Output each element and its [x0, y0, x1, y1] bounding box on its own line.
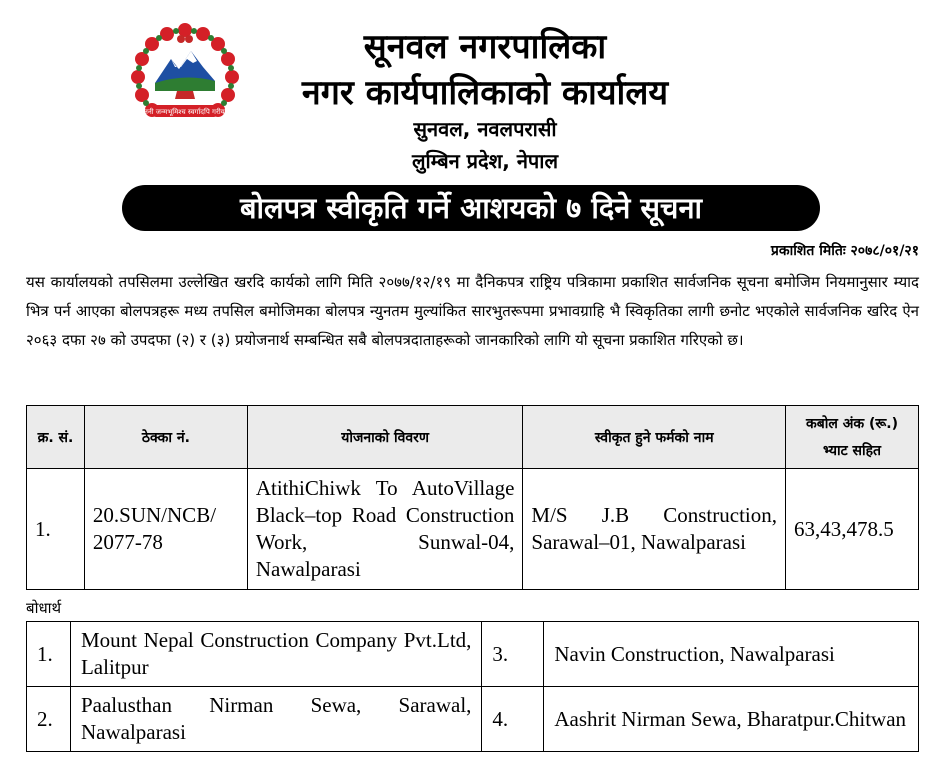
- table-row: [27, 622, 919, 687]
- bodharth-table: [26, 621, 919, 752]
- bodharth-sn: 3.: [482, 622, 544, 687]
- col-header-firm: स्वीकृत हुने फर्मको नाम: [523, 406, 786, 469]
- amount-header-line-2: भ्याट सहित: [823, 443, 882, 459]
- row-sn: 1.: [27, 469, 85, 590]
- row-contract-no: 20.SUN/NCB/ 2077-78: [84, 469, 247, 590]
- bid-table: [26, 405, 919, 590]
- table-row: [27, 687, 919, 752]
- address-line-1: सुनवल, नवलपरासी: [413, 117, 557, 141]
- bodharth-name: Aashrit Nirman Sewa, Bharatpur.Chitwan: [544, 687, 919, 752]
- row-firm: M/S J.B Construction, Sarawal–01, Nawalparasi: [523, 469, 786, 590]
- bodharth-sn: 2.: [27, 687, 71, 752]
- bodharth-name: Paalusthan Nirman Sewa, Sarawal, Nawalparasi: [70, 687, 481, 752]
- bodharth-label: बोधार्थ: [26, 599, 62, 617]
- col-header-contract-no: ठेक्का नं.: [84, 406, 247, 469]
- col-header-description: योजनाको विवरण: [247, 406, 523, 469]
- row-amount: 63,43,478.5: [786, 469, 919, 590]
- notice-body: यस कार्यालयको तपसिलमा उल्लेखित खरदि कार्यको लागि मिति २०७७/१२/१९ मा दैनिकपत्र राष्ट्रिय पत्रिकामा प्रकाशित सार्वजनिक सूचना बमोजिम नियमानुसार म्याद भित्र पर्न आएका बोलपत्रहरू मध्य तपसिल बमोजिमका बोलपत्र न्युनतम मुल्यांकित सारभुतरूपमा प्रभावग्राहि भै स्विकृतिका लागी छनोट भएकोले सार्वजनिक खरिद ऐन २०६३ दफा २७ को उपदफा (२) र (३) प्रयोजनार्थ सम्बन्धित सबै बोलपत्रदाताहरूको जानकारिको लागि यो सूचना प्रकाशित गरिएको छ।: [26, 273, 919, 349]
- amount-header-line-1: कबोल अंक (रू.): [805, 416, 899, 432]
- row-description: AtithiChiwk To AutoVillage Black–top Road Construction Work, Sunwal-04, Nawalparasi: [247, 469, 523, 590]
- nepal-emblem: [126, 18, 244, 136]
- bodharth-name: Mount Nepal Construction Company Pvt.Ltd, Lalitpur: [70, 622, 481, 687]
- bodharth-name: Navin Construction, Nawalparasi: [544, 622, 919, 687]
- address-line-2: लुम्बिन प्रदेश, नेपाल: [411, 149, 559, 173]
- bid-table-header-row: [27, 406, 919, 469]
- municipality-name: सूनवल नगरपालिका: [363, 27, 607, 67]
- table-row: [27, 469, 919, 590]
- col-header-sn: क्र. सं.: [27, 406, 85, 469]
- notice-title-banner: बोलपत्र स्वीकृति गर्ने आशयको ७ दिने सूचना: [122, 185, 820, 231]
- bodharth-sn: 4.: [482, 687, 544, 752]
- col-header-amount: [786, 406, 919, 469]
- bodharth-sn: 1.: [27, 622, 71, 687]
- svg-text:जननी जन्मभूमिश्च स्वर्गादपि गर: जननी जन्मभूमिश्च स्वर्गादपि गरीयसी: [138, 108, 232, 116]
- office-name: नगर कार्यपालिकाको कार्यालय: [301, 73, 669, 113]
- published-date: प्रकाशित मितिः २०७८/०१/२१: [770, 243, 919, 259]
